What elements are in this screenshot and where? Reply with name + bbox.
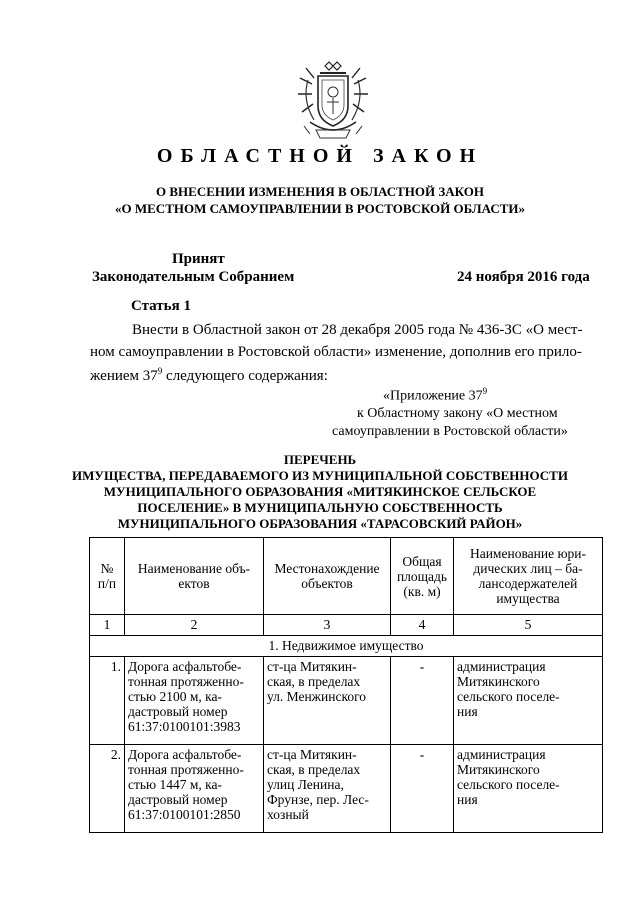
appendix-sup: 9: [482, 386, 488, 396]
header-location-text: Местонахождение объектов: [274, 561, 380, 591]
adopting-body: Законодательным Собранием: [92, 269, 295, 285]
row-holder: [454, 657, 603, 745]
list-heading-1: ПЕРЕЧЕНЬ: [283, 452, 357, 467]
appendix-line-1: [383, 386, 487, 405]
row-holder-text: администрация Митякинского сельского поселе- ния: [457, 747, 560, 807]
row-location: [264, 657, 391, 745]
row-holder: [454, 745, 603, 833]
row-name: [125, 745, 264, 833]
header-number-text: № п/п: [97, 561, 117, 591]
row-area: -: [391, 657, 454, 745]
column-number: 1: [90, 615, 125, 636]
row-holder-text: администрация Митякинского сельского поселе- ния: [457, 659, 560, 719]
list-heading-5: МУНИЦИПАЛЬНОГО ОБРАЗОВАНИЯ «ТАРАСОВСКИЙ РАЙОН»: [117, 516, 523, 531]
appendix-title: «Приложение 37: [383, 388, 483, 404]
header-number: [90, 538, 125, 615]
paragraph-line-1: Внести в Областной закон от 28 декабря 2005 года № 436-ЗС «О мест-: [132, 322, 583, 338]
header-holder-text: Наименование юри- дических лиц – ба- лансодержателей имущества: [469, 546, 587, 606]
column-number: 5: [454, 615, 603, 636]
table-row: [90, 657, 603, 745]
header-name-text: Наименование объ- ектов: [137, 561, 251, 591]
appendix-line-3: самоуправлении в Ростовской области»: [332, 424, 568, 439]
paragraph-line-3-sup: 9: [157, 366, 163, 376]
paragraph-line-3-start: жением 37: [90, 368, 158, 384]
adoption-date: 24 ноября 2016 года: [457, 269, 590, 285]
paragraph-line-3: [90, 366, 328, 385]
law-title: ОБЛАСТНОЙ ЗАКОН: [156, 145, 484, 167]
law-subtitle-line-1: О ВНЕСЕНИИ ИЗМЕНЕНИЯ В ОБЛАСТНОЙ ЗАКОН: [156, 184, 484, 199]
column-number-row: [90, 615, 603, 636]
list-heading-4: ПОСЕЛЕНИЕ» В МУНИЦИПАЛЬНУЮ СОБСТВЕННОСТЬ: [137, 500, 503, 515]
article-heading: Статья 1: [131, 298, 191, 314]
column-number: 2: [125, 615, 264, 636]
adopted-label: Принят: [172, 251, 225, 267]
row-name-text: Дорога асфальтобе- тонная протяженно- стью 1447 м, ка- дастровый номер 61:37:0100101:2850: [128, 747, 244, 822]
table-row: [90, 745, 603, 833]
header-holder: [454, 538, 603, 615]
row-location-text: ст-ца Митякин- ская, в пределах ул. Менжинского: [267, 659, 367, 704]
row-number: 2.: [90, 745, 125, 833]
property-table: [89, 537, 603, 833]
row-name: [125, 657, 264, 745]
column-number: 4: [391, 615, 454, 636]
section-title: 1. Недвижимое имущество: [90, 636, 603, 657]
paragraph-line-3-end: следующего содержания:: [162, 368, 328, 384]
header-location: [264, 538, 391, 615]
table-header-row: [90, 538, 603, 615]
header-area: [391, 538, 454, 615]
appendix-line-2: к Областному закону «О местном: [357, 406, 558, 421]
column-number: 3: [264, 615, 391, 636]
row-number: 1.: [90, 657, 125, 745]
header-area-text: Общая площадь (кв. м): [396, 553, 448, 599]
row-name-text: Дорога асфальтобе- тонная протяженно- стью 2100 м, ка- дастровый номер 61:37:0100101:3983: [128, 659, 244, 734]
row-location: [264, 745, 391, 833]
list-heading-3: МУНИЦИПАЛЬНОГО ОБРАЗОВАНИЯ «МИТЯКИНСКОЕ СЕЛЬСКОЕ: [103, 484, 537, 499]
row-area: -: [391, 745, 454, 833]
row-location-text: ст-ца Митякин- ская, в пределах улиц Ленина, Фрунзе, пер. Лес- хозный: [267, 747, 369, 822]
header-name: [125, 538, 264, 615]
paragraph-line-2: ном самоуправлении в Ростовской области» изменение, дополнив его прило-: [90, 344, 582, 360]
list-heading-2: ИМУЩЕСТВА, ПЕРЕДАВАЕМОГО ИЗ МУНИЦИПАЛЬНОЙ СОБСТВЕННОСТИ: [72, 468, 568, 483]
section-row: [90, 636, 603, 657]
law-subtitle-line-2: «О МЕСТНОМ САМОУПРАВЛЕНИИ В РОСТОВСКОЙ ОБЛАСТИ»: [115, 201, 525, 216]
coat-of-arms-icon: [296, 60, 370, 144]
